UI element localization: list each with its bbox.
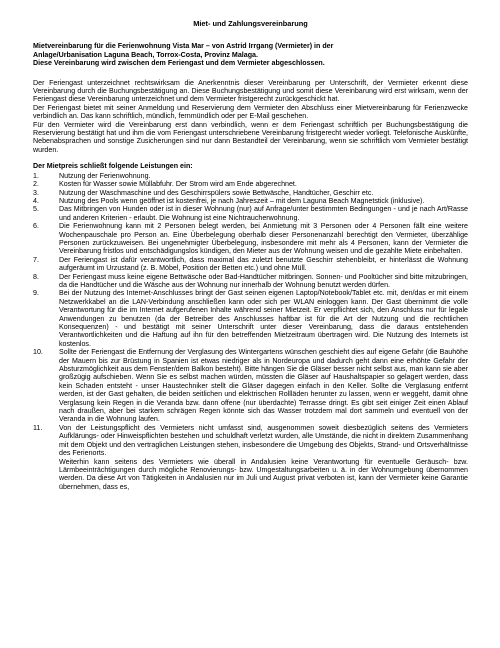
list-text: Nutzung der Ferienwohnung. xyxy=(59,171,151,180)
list-number: 3. xyxy=(33,188,39,197)
intro-line: Diese Vereinbarung wird zwischen dem Feriengast und dem Vermieter abgeschlossen. xyxy=(33,59,325,68)
list-text: Der Feriengast muss keine eigene Bettwäsche oder Bad-Handtücher mitbringen. Sonnen- und Pooltücher sind bitte mitzubringen, da die Handtücher und die Wäsche aus der Wohnung nur innerhalb der Wohnung benutzt werden dürfen. xyxy=(59,272,468,289)
terms-block xyxy=(33,79,468,155)
services-heading: Der Mietpreis schließt folgende Leistungen ein: xyxy=(33,162,193,171)
paragraph: Der Feriengast bietet mit seiner Anmeldung und Reservierung dem Vermieter den Abschluss einer Mietvereinbarung für Ferienzwecke verbindlich an. Das kann schriftlich, mündlich, fernmündlich oder per E-Mail geschehen. xyxy=(33,103,468,121)
list-text: Das Mitbringen von Hunden oder ist in dieser Wohnung (nur) auf Anfrage/unter bestimmten Bedingungen - und je nach Art/Rasse und anderen Kriterien - erlaubt. Die Wohnung ist eine Nichtraucherwohnung. xyxy=(59,205,468,222)
list-number: 8. xyxy=(33,272,39,281)
list-number: 7. xyxy=(33,255,39,264)
list-number: 6. xyxy=(33,222,39,231)
list-number: 9. xyxy=(33,289,39,298)
list-item xyxy=(33,197,468,205)
intro-line: Anlage/Urbanisation Laguna Beach, Torrox-Costa, Provinz Malaga. xyxy=(33,50,258,59)
list-item xyxy=(33,289,468,348)
document-title: Miet- und Zahlungsvereinbarung xyxy=(193,19,308,28)
list-number: 1. xyxy=(33,171,39,180)
list-item xyxy=(33,348,468,424)
list-item xyxy=(33,172,468,180)
list-item xyxy=(33,180,468,188)
services-list xyxy=(33,172,468,491)
list-text: Der Feriengast ist dafür verantwortlich, dass maximal das zuletzt benutzte Geschirr stehenbleibt, er hinterlässt die Wohnung aufgeräumt im Urzustand (z. B. Möbel, Position der Betten etc.) und ohne Müll. xyxy=(59,255,468,273)
list-item-body xyxy=(59,424,468,491)
list-text: Nutzung des Pools wenn geöffnet ist kostenfrei, je nach Jahreszeit – mit dem Laguna Beach Magnetstick (inklusive). xyxy=(59,196,425,205)
list-text: Von der Leistungspflicht des Vermieters nicht umfasst sind, ausgenommen soweit diesbezüglich seitens des Vermieters Aufklärungs- oder Hinweispflichten bestehen und schuldhaft verletzt wurden, alle Umstände, die nicht in direktem Zusammenhang mit dem Objekt und den vertraglichen Leistungen stehen, insbesondere die Umgebung des Objekts, Strand- und Ortsverhältnisse des Ferienorts. xyxy=(59,423,468,458)
list-text: Die Ferienwohnung kann mit 2 Personen belegt werden, bei Anmietung mit 3 Personen oder 4 Personen fällt eine weitere Wochenpauschale pro Person an. Eine Überbelegung oberhalb dieser Personenanzahl berechtigt den Vermieter, überzählige Personen zurückzuweisen. Bei ungenehmigter Überbelegung, insbesondere mit mehr als 4 Personen, kann der Vermieter die Vereinbarung fristlos und entschädigungslos kündigen, den Mieter aus der Wohnung weisen und die gezahlte Miete einbehalten. xyxy=(59,222,468,256)
intro-block xyxy=(33,42,468,67)
list-item xyxy=(33,424,468,491)
paragraph: Der Feriengast unterzeichnet rechtswirksam die Anerkenntnis dieser Vereinbarung per Unterschrift, der Vermieter erkennt diese Vereinbarung durch die Buchungsbestätigung an. Diese Buchungsbestätigung und somit diese Vereinbarung wird erst wirksam, wenn der Feriengast diese Vereinbarung unterzeichnet und dem Vermieter fristgerecht zurückgeschickt hat. xyxy=(33,78,468,104)
list-number: 10. xyxy=(33,348,43,357)
list-number: 4. xyxy=(33,196,39,205)
paragraph: Für den Vermieter wird die Vereinbarung erst dann verbindlich, wenn er dem Feriengast schriftlich per Buchungsbestätigung die Reservierung bestätigt hat und ihm die vom Feriengast unterschriebene Vereinbarung fristgerecht wieder vorliegt. Telefonische Auskünfte, Nebenabsprachen und sonstige Zusicherungen sind nur dann Bestandteil der Vereinbarung, wenn sie schriftlich vom Vermieter bestätigt wurden. xyxy=(33,120,468,154)
list-item xyxy=(33,222,468,256)
list-text: Nutzung der Waschmaschine und des Geschirrspülers sowie Bettwäsche, Handtücher, Geschirr etc. xyxy=(59,188,374,197)
list-text: Bei der Nutzung des Internet-Anschlusses bringt der Gast seinen eigenen Laptop/Notebook/Tablet etc. mit, den/das er mit einem Netzwerkkabel an die LAN-Verbindung anschließen kann oder sich per WLAN einloggen kann. Der Gast übernimmt die volle Verantwortung für die im Internet aufgerufenen Inhalte während seiner Mietzeit. Er verpflichtet sich, den Anschluss nur für legale Anwendungen zu benutzen (da der Betreiber des Anschlusses haftbar ist für die Art der Nutzung und die rechtlichen Konsequenzen) - und bestätigt mit seiner Unterschrift unter dieser Vereinbarung, dass die daraus entstehenden Verantwortlichkeiten und die Haftung auf ihn für den betreffenden Mietzeitraum übertragen wird. Die Nutzung des Internets ist kostenlos. xyxy=(59,289,468,348)
list-item xyxy=(33,189,468,197)
list-item xyxy=(33,256,468,273)
list-text: Sollte der Feriengast die Entfernung der Verglasung des Wintergartens wünschen geschieht dies auf eigene Gefahr (die Bauhöhe der Mauern bis zur Brüstung in Spanien ist etwas niedriger als in Nordeuropa und dadurch geht dann eine erhöhte Gefahr der Absturzmöglichkeit aus dem Fenster/dem Balkon besteht). Bitte hängen Sie die Gläser besser nicht selbst aus, man kann sie aber großzügig aufschieben. Wenn Sie es selbst machen würden, müssten die Gläser auf Haushaltspapier so gelagert werden, dass kein Schaden entsteht - unser Haustechniker stellt die Gläser dagegen einfach in den Keller. Sollte die Verglasung entfernt werden, ist der Gast gehalten, die beiden seitlichen und elektrischen Rollläden herunter zu lassen, wenn er weggeht, damit ohne Verglasung kein Regen in die Veranda bzw. dann offene (nur überdachte) Terrasse dringt. Es gibt seit einiger Zeit einen Ablauf nach draußen, aber bei starkem schrägen Regen könnte sich das Wasser trotzdem mal dort sammeln und eventuell von der Veranda in die Wohnung laufen. xyxy=(59,348,468,424)
list-subparagraph: Weiterhin kann seitens des Vermieters wie überall in Andalusien keine Verantwortung für eventuelle Geräusch- bzw. Lärmbeeinträchtigungen durch mögliche Renovierungs- bzw. Umgestaltungsarbeiten u. ä. in der Wohnumgebung übernommen werden. Da diese Art von Tätigkeiten in Andalusien nur im Juli und August privat verboten ist, kann der Vermieter keine Garantie übernehmen, dass es, xyxy=(59,457,468,491)
list-item xyxy=(33,205,468,222)
list-number: 11. xyxy=(33,423,43,432)
intro-line: Mietvereinbarung für die Ferienwohnung Vista Mar – von Astrid Irrgang (Vermieter) in der xyxy=(33,42,334,51)
list-item xyxy=(33,273,468,290)
list-number: 2. xyxy=(33,180,39,189)
list-text: Kosten für Wasser sowie Müllabfuhr. Der Strom wird am Ende abgerechnet. xyxy=(59,180,297,189)
list-number: 5. xyxy=(33,205,39,214)
